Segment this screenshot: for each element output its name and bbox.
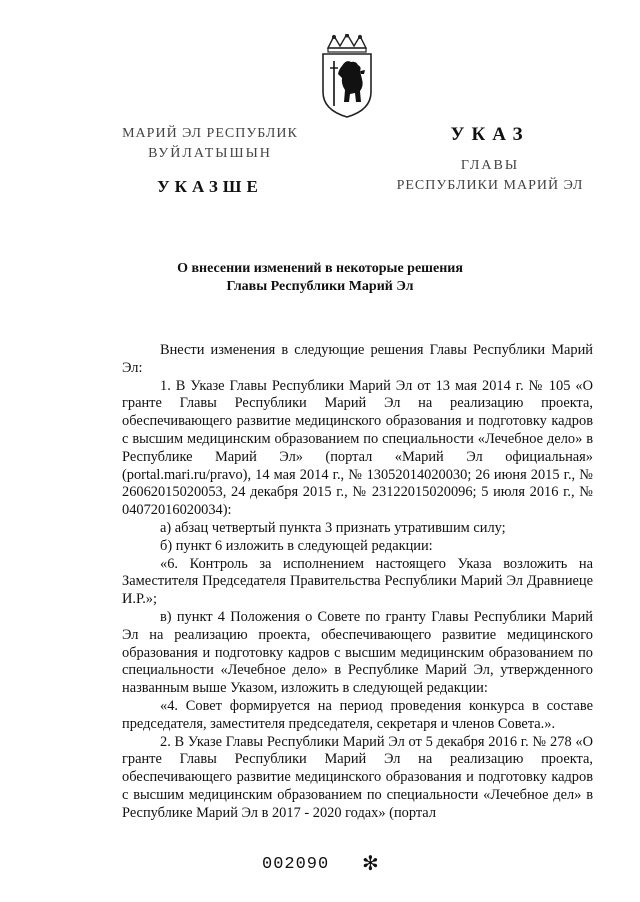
- header-right-republic: РЕСПУБЛИКИ МАРИЙ ЭЛ: [396, 178, 584, 193]
- body-paragraph: Внести изменения в следующие решения Главы Республики Марий Эл:: [122, 342, 593, 376]
- header-right-decree: УКАЗ: [450, 124, 530, 145]
- document-number: 002090: [262, 855, 330, 874]
- title-line-2: Главы Республики Марий Эл: [226, 279, 414, 294]
- body-paragraph: «6. Контроль за исполнением настоящего Указа возложить на Заместителя Председателя Правительства Республики Марий Эл Дравниеце И.Р.»;: [122, 555, 593, 608]
- document-title: [120, 260, 520, 296]
- header-left-republic: МАРИЙ ЭЛ РЕСПУБЛИК: [122, 126, 298, 141]
- body-paragraph: в) пункт 4 Положения о Совете по гранту Главы Республики Марий Эл на реализацию проекта, обеспечивающего развитие медицинского образования и подготовку кадров с высшим медицинским образованием по специальности «Лечебное дело» в Республике Марий Эл, утвержденного названным выше Указом, изложить в следующей редакции:: [122, 608, 593, 697]
- header-left-decree: УКАЗШЕ: [157, 177, 263, 196]
- header-left-head: ВУЙЛАТЫШЫН: [148, 146, 272, 161]
- document-body: [122, 342, 593, 823]
- body-paragraph: а) абзац четвертый пункта 3 признать утратившим силу;: [160, 519, 506, 536]
- body-paragraph: «4. Совет формируется на период проведения конкурса в составе председателя, заместителя председателя, секретаря и членов Совета.».: [122, 697, 593, 732]
- asterisk-mark-icon: ✻: [362, 851, 379, 875]
- coat-of-arms-icon: [320, 34, 374, 118]
- body-paragraph: б) пункт 6 изложить в следующей редакции:: [160, 537, 433, 554]
- body-paragraph: 2. В Указе Главы Республики Марий Эл от 5 декабря 2016 г. № 278 «О гранте Главы Республики Марий Эл на реализацию проекта, обеспечивающего развитие медицинского образования и подготовку кадров с высшим медицинским образованием по специальности «Лечебное дел» в Республике Марий Эл в 2017 - 2020 годах» (портал: [122, 733, 593, 821]
- body-paragraph: 1. В Указе Главы Республики Марий Эл от 13 мая 2014 г. № 105 «О гранте Главы Республики Марий Эл на реализацию проекта, обеспечивающего развитие медицинского образования и подготовку кадров с высшим медицинским образованием по специальности «Лечебное дело» в Республике Марий Эл» (портал «Марий Эл официальная» (portal.mari.ru/pravo), 14 мая 2014 г., № 13052014020030; 26 июня 2015 г., № 26062015020053, 24 декабря 2015 г., № 23122015020096; 5 июля 2016 г., № 04072016020034):: [122, 377, 593, 519]
- header-right-head: ГЛАВЫ: [460, 158, 520, 173]
- title-line-1: О внесении изменений в некоторые решения: [177, 261, 463, 276]
